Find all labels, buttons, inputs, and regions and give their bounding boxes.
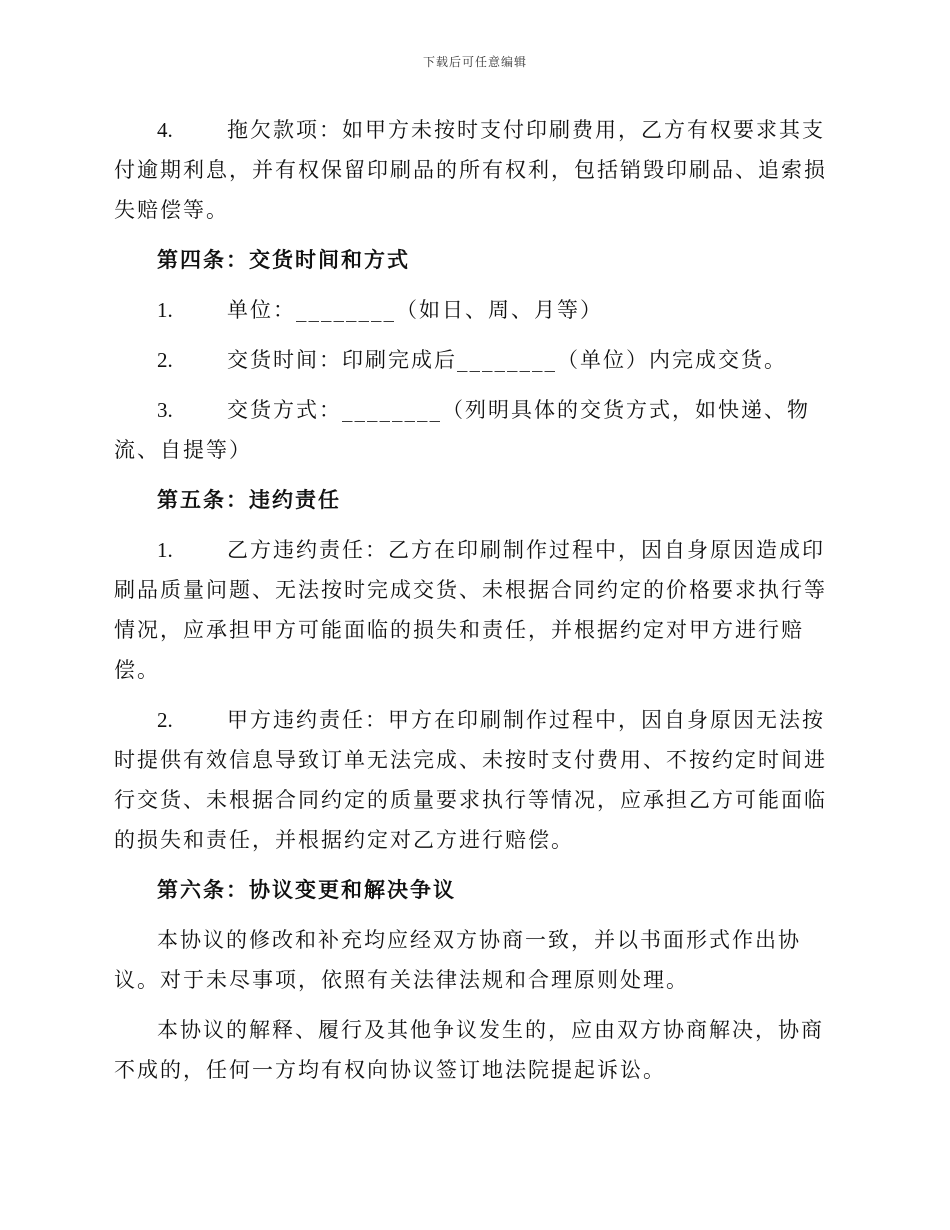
section-heading: 第四条：交货时间和方式 [157,247,410,272]
section-heading: 第六条：协议变更和解决争议 [157,877,456,902]
clause-text: 单位：________（如日、周、月等） [227,298,603,322]
clause-number: 2. [157,348,173,372]
clause-text: 甲方违约责任：甲方在印刷制作过程中，因自身原因无法按时提供有效信息导致订单无法完成、未按时支付费用、不按约定时间进行交货、未根据合同约定的质量要求执行等情况，应承担乙方可能面临的损失和责任，并根据约定对乙方进行赔偿。 [114,708,827,852]
body-paragraph: 本协议的修改和补充均应经双方协商一致，并以书面形式作出协议。对于未尽事项，依照有关法律法规和合理原则处理。 [114,928,801,992]
clause-number: 4. [157,118,173,142]
clause-number: 1. [157,538,173,562]
clause-item [114,390,838,470]
section-heading: 第五条：违约责任 [157,487,341,512]
body-paragraph: 本协议的解释、履行及其他争议发生的，应由双方协商解决，协商不成的，任何一方均有权向协议签订地法院提起诉讼。 [114,1018,824,1082]
clause-text: 交货时间：印刷完成后________（单位）内完成交货。 [227,348,787,372]
clause-item [114,290,838,330]
clause-text: 交货方式：________（列明具体的交货方式，如快递、物流、自提等） [114,398,810,462]
page-header: 下载后可任意编辑 [422,55,527,69]
clause-text: 拖欠款项：如甲方未按时支付印刷费用，乙方有权要求其支付逾期利息，并有权保留印刷品的所有权利，包括销毁印刷品、追索损失赔偿等。 [114,118,827,222]
clause-number: 1. [157,298,173,322]
clause-number: 3. [157,398,173,422]
clause-item [114,700,838,860]
clause-number: 2. [157,708,173,732]
document-body [114,110,838,1100]
clause-item [114,340,838,380]
clause-text: 乙方违约责任：乙方在印刷制作过程中，因自身原因造成印刷品质量问题、无法按时完成交货、未根据合同约定的价格要求执行等情况，应承担甲方可能面临的损失和责任，并根据约定对甲方进行赔偿。 [114,538,827,682]
clause-item [114,110,838,230]
clause-item [114,530,838,690]
